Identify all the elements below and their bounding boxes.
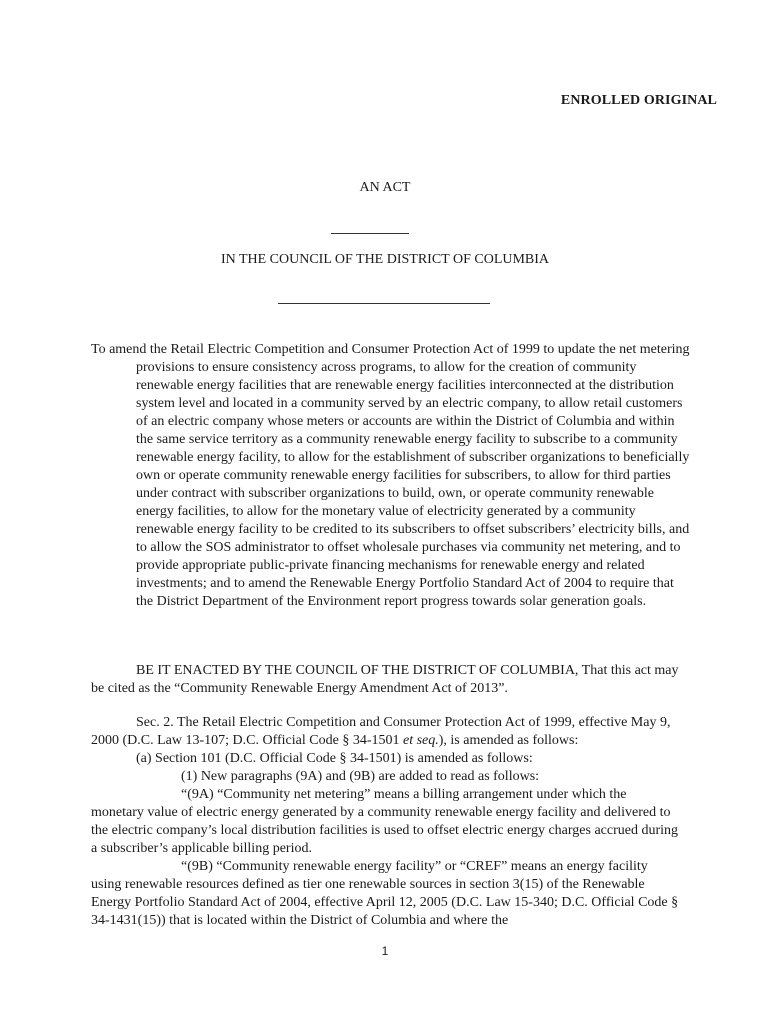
separator-rule <box>331 233 409 234</box>
page-number: 1 <box>381 944 389 958</box>
act-title: AN ACT <box>359 180 411 195</box>
section-2-intro <box>91 714 681 750</box>
paragraph-1: (1) New paragraphs (9A) and (9B) are added to read as follows: <box>181 769 540 784</box>
section-2-intro-italic: et seq. <box>402 733 439 748</box>
definition-9b: “(9B) “Community renewable energy facility” or “CREF” means an energy facility using renewable resources defined as tier one renewable sources in section 3(15) of the Renewable Energy Portfolio Standard Act of 2004, effective April 12, 2005 (D.C. Law 15-340; D.C. Official Code § 34-1431(15)) that is located within the District of Columbia and where the <box>91 859 679 928</box>
purpose-paragraph: To amend the Retail Electric Competition and Consumer Protection Act of 1999 to update the net metering provisions to ensure consistency across programs, to allow for the creation of community renewable energy facilities that are renewable energy facilities interconnected at the distribution system level and located in a community served by an electric company, to allow retail customers of an electric company whose meters or accounts are within the District of Columbia and within the same service territory as a community renewable energy facility to subscribe to a community renewable energy facility, to allow for the establishment of subscriber organizations to beneficially own or operate community renewable energy facilities for subscribers, to allow for third parties under contract with subscriber organizations to build, own, or operate community renewable energy facilities, to allow for the monetary value of electricity generated by a community renewable energy facility to be credited to its subscribers to offset subscribers’ electricity bills, and to allow the SOS administrator to offset wholesale purchases via community net metering, and to provide appropriate public-private financing mechanisms for renewable energy and related investments; and to amend the Renewable Energy Portfolio Standard Act of 2004 to require that the District Department of the Environment report progress towards solar generation goals. <box>91 342 690 609</box>
council-heading: IN THE COUNCIL OF THE DISTRICT OF COLUMBIA <box>220 252 550 267</box>
section-2-intro-text: Sec. 2. The Retail Electric Competition and Consumer Protection Act of 1999, effective May 9, 2000 (D.C. Law 13-107; D.C. Official Code § 34-1501 <box>91 715 671 748</box>
separator-rule <box>278 303 490 304</box>
enrolled-original-label: ENROLLED ORIGINAL <box>560 93 717 108</box>
definition-9a: “(9A) “Community net metering” means a billing arrangement under which the monetary value of electric energy generated by a community renewable energy facility and delivered to the electric company’s local distribution facilities is used to offset electric energy charges accrued during a subscriber’s applicable billing period. <box>91 787 679 856</box>
section-2 <box>91 714 681 930</box>
section-2-intro-text-end: ), is amended as follows: <box>438 733 579 748</box>
subsection-a: (a) Section 101 (D.C. Official Code § 34-1501) is amended as follows: <box>136 751 533 766</box>
enacting-clause: BE IT ENACTED BY THE COUNCIL OF THE DISTRICT OF COLUMBIA, That this act may be cited as the “Community Renewable Energy Amendment Act of 2013”. <box>91 663 679 696</box>
